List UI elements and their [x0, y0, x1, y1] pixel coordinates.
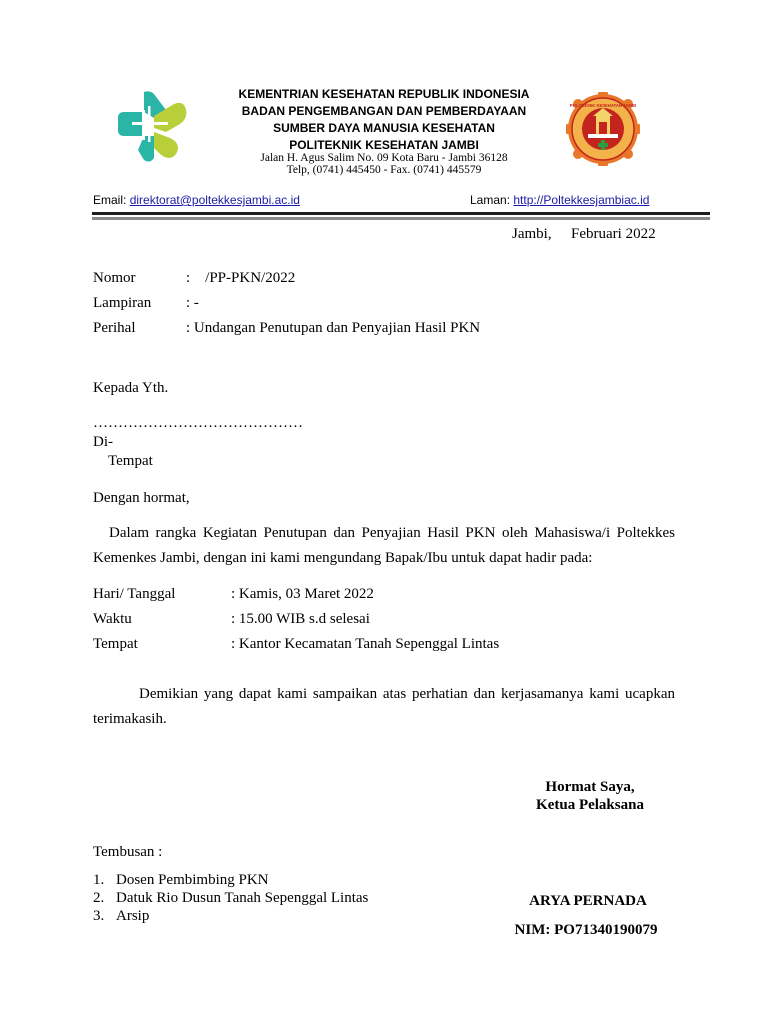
email-link[interactable]: direktorat@poltekkesjambi.ac.id [129, 193, 300, 207]
email-line [93, 193, 300, 207]
detail-value-time: : 15.00 WIB s.d selesai [231, 611, 370, 627]
cc-item: Dosen Pembimbing PKN [116, 872, 269, 888]
letter-date: Februari 2022 [571, 226, 656, 242]
detail-label-date: Hari/ Tanggal [93, 586, 176, 602]
institution-phone: Telp, (0741) 445450 - Fax. (0741) 445579 [286, 164, 482, 176]
kemenkes-logo-icon [114, 88, 190, 164]
agency-name: BADAN PENGEMBANGAN DAN PEMBERDAYAAN [241, 104, 527, 118]
email-label: Email: [93, 193, 127, 207]
cc-item-number: 3. [93, 908, 105, 924]
letterhead-divider [92, 212, 710, 215]
salutation: Dengan hormat, [93, 490, 190, 506]
cc-item-number: 2. [93, 890, 105, 906]
cc-item: Datuk Rio Dusun Tanah Sepenggal Lintas [116, 890, 369, 906]
poltekkes-jambi-seal-icon [566, 92, 640, 166]
institution-address: Jalan H. Agus Salim No. 09 Kota Baru - Jambi 36128 [260, 152, 508, 164]
website-line [470, 193, 649, 207]
meta-value-perihal: : Undangan Penutupan dan Penyajian Hasil PKN [186, 320, 481, 336]
seal-ring-text: POLITEKNIK KESEHATAN JAMBI [569, 103, 637, 108]
detail-value-place: : Kantor Kecamatan Tanah Sepenggal Lintas [231, 636, 500, 652]
signoff-regards: Hormat Saya, [545, 779, 635, 795]
letterhead-divider-shadow [92, 217, 710, 220]
meta-label-nomor: Nomor [93, 270, 136, 286]
cc-item: Arsip [116, 908, 150, 924]
opening-paragraph: Dalam rangka Kegiatan Penutupan dan Penyajian Hasil PKN oleh Mahasiswa/i Poltekkes Kemenkes Jambi, dengan ini kami mengundang Bapak/Ibu untuk dapat hadir pada: [93, 525, 675, 566]
recipient-blank-line: …………………………………… [93, 415, 303, 431]
cc-item-number: 1. [93, 872, 105, 888]
meta-value-nomor: : /PP-PKN/2022 [186, 270, 296, 286]
signer-name: ARYA PERNADA [529, 893, 647, 909]
ministry-name: KEMENTRIAN KESEHATAN REPUBLIK INDONESIA [238, 87, 530, 101]
detail-value-date: : Kamis, 03 Maret 2022 [231, 586, 374, 602]
meta-label-lampiran: Lampiran [93, 295, 152, 311]
detail-label-place: Tempat [93, 636, 138, 652]
institution-name: POLITEKNIK KESEHATAN JAMBI [289, 138, 479, 152]
agency-name-continued: SUMBER DAYA MANUSIA KESEHATAN [273, 121, 495, 135]
recipient-greeting: Kepada Yth. [93, 380, 169, 396]
closing-paragraph: Demikian yang dapat kami sampaikan atas perhatian dan kerjasamanya kami ucapkan terimakasih. [93, 686, 675, 727]
signer-nim: NIM: PO71340190079 [514, 922, 658, 938]
recipient-place: Tempat [108, 453, 153, 469]
recipient-di: Di- [93, 434, 113, 450]
website-link[interactable]: http://Poltekkesjambiac.id [513, 193, 650, 207]
website-label: Laman: [470, 193, 511, 207]
meta-value-lampiran: : - [186, 295, 199, 311]
detail-label-time: Waktu [93, 611, 132, 627]
meta-label-perihal: Perihal [93, 320, 136, 336]
signoff-title: Ketua Pelaksana [536, 797, 644, 813]
cc-title: Tembusan : [93, 844, 163, 860]
letter-city: Jambi, [512, 226, 552, 242]
